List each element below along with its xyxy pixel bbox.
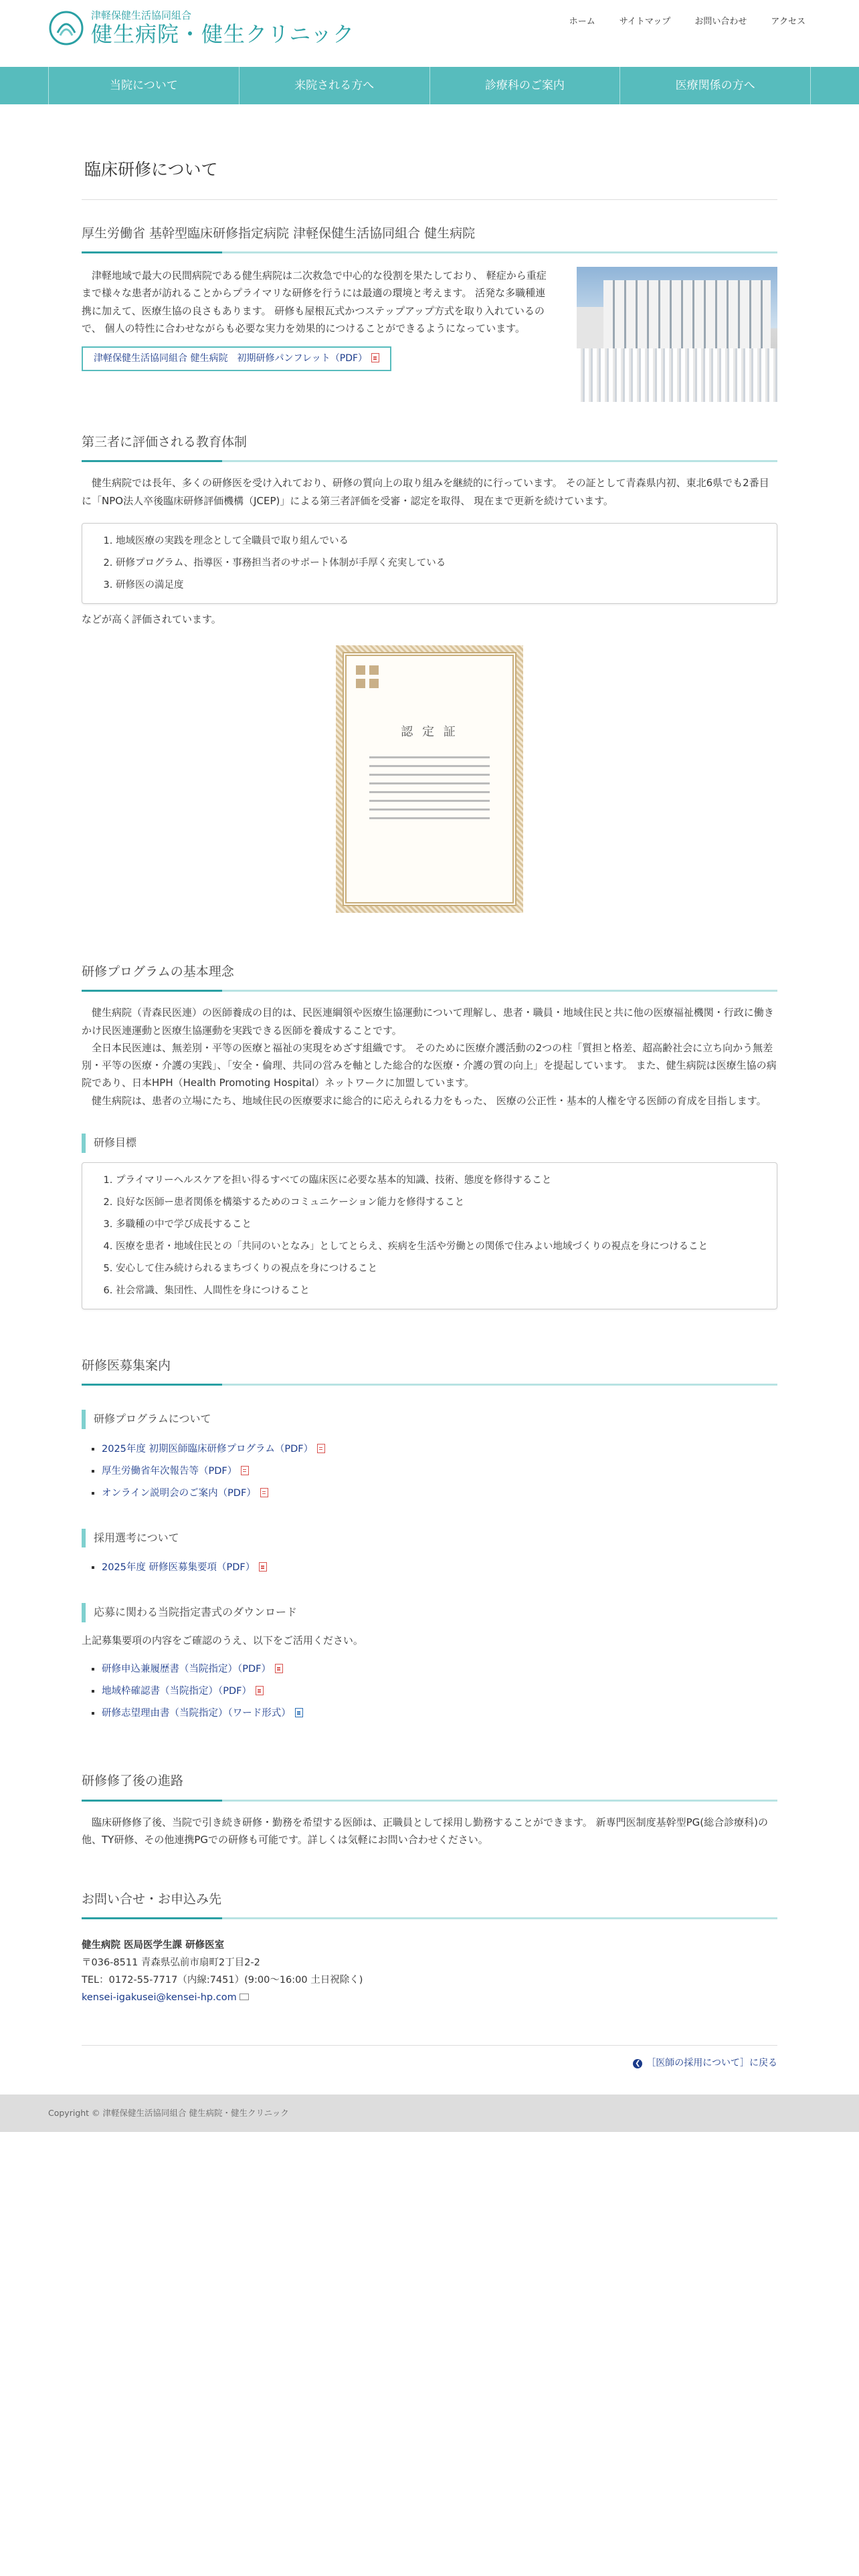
program-heading: 研修プログラムについて: [82, 1410, 777, 1429]
topnav-access[interactable]: アクセス: [771, 17, 805, 27]
page-title: 臨床研修について: [82, 155, 777, 200]
philosophy-heading: 研修プログラムの基本理念: [82, 961, 777, 992]
logo-title: 健生病院・健生クリニック: [91, 21, 355, 47]
gnav-about[interactable]: 当院について: [49, 67, 240, 104]
list-item: 1. プライマリーヘルスケアを担い得るすべての臨床医に必要な基本的知識、技術、態度を修得すること: [116, 1170, 763, 1192]
pdf-icon: [371, 353, 379, 362]
contact-heading: お問い合せ・お申込み先: [82, 1889, 777, 1919]
online-briefing-pdf-link[interactable]: [102, 1488, 268, 1499]
philosophy-paragraph: 全日本民医連は、無差別・平等の医療と福祉の実現をめざす組織です。 そのために医療介護活動の2つの柱「質担と格差、超高齢社会に立ち向かう無差別・平等の医療・介護の実践」、「安全・倫理、共同の営みを軸とした総合的な医療・介護の質の向上」を提起しています。 また、健生病院は医療生協の病院であり、日本HPH（Health Promoting Hospital）ネットワークに加盟しています。: [82, 1041, 777, 1089]
list-item: 1. 地域医療の実践を理念として全職員で取り組んでいる: [116, 530, 763, 552]
list-item: 3. 研修医の満足度: [116, 574, 763, 597]
main-content: [82, 155, 777, 2072]
selection-heading: 採用選考について: [82, 1529, 777, 1548]
contact-tel: TEL：0172-55-7717（内線:7451）(9:00〜16:00 土日祝除く): [82, 1975, 363, 1986]
pdf-icon: [241, 1466, 249, 1475]
back-link-row: [82, 2045, 777, 2072]
intro-text: 津軽地域で最大の民間病院である健生病院は二次救急で中心的な役割を果たしており、 軽症から重症まで様々な患者が訪れることからプライマリな研修を行うには最適の環境と考えます。 活発な多職種連携に加えて、医療生協の良さもあります。 研修も屋根瓦式かつステップアップ方式を取り入れているので、 個人の特性に合わせながらも必要な実力を効果的につけることができるようになっています。: [82, 270, 547, 334]
link-label: オンライン説明会のご案内（PDF）: [102, 1487, 256, 1499]
contact-email-link[interactable]: [82, 1992, 249, 2003]
philosophy-paragraph: 健生病院（青森民医連）の医師養成の目的は、民医連綱領や医療生協運動について理解し、患者・職員・地域住民と共に他の医療福祉機関・行政に働きかけ民医連運動と医療生協運動を実践できる医師を養成することです。: [82, 1006, 774, 1037]
link-label: 厚生労働省年次報告等（PDF）: [102, 1465, 237, 1477]
list-item: 4. 医療を患者・地域住民との「共同のいとなみ」としてとらえ、疾病を生活や労働との関係で住みよい地域づくりの視点を身につけること: [116, 1236, 763, 1258]
download-heading: 応募に関わる当院指定書式のダウンロード: [82, 1603, 777, 1622]
site-header: [0, 0, 859, 67]
goals-heading: 研修目標: [82, 1134, 777, 1153]
selection-links: [102, 1557, 777, 1579]
logo-subtitle: 津軽保健生活協同組合: [91, 9, 192, 21]
link-label: 2025年度 初期医師臨床研修プログラム（PDF）: [102, 1443, 314, 1455]
evaluation-list-box: [82, 523, 777, 604]
back-to-recruit-link[interactable]: [633, 2058, 777, 2068]
mail-icon: [240, 1994, 249, 2000]
topnav-home[interactable]: ホーム: [569, 17, 595, 27]
gnav-professionals[interactable]: 医療関係の方へ: [620, 67, 811, 104]
hospital-group-photo: [577, 267, 777, 402]
top-nav: [569, 15, 805, 30]
pdf-icon: [256, 1686, 264, 1695]
after-heading: 研修修了後の進路: [82, 1770, 777, 1801]
list-item: 6. 社会常識、集団性、人間性を身につけること: [116, 1280, 763, 1302]
download-links: [102, 1658, 777, 1725]
email-label: kensei-igakusei@kensei-hp.com: [82, 1992, 237, 2004]
topnav-sitemap[interactable]: サイトマップ: [619, 17, 671, 27]
topnav-contact[interactable]: お問い合わせ: [694, 17, 747, 27]
pdf-icon: [275, 1664, 283, 1673]
word-icon: [295, 1708, 303, 1717]
program-links: [102, 1438, 777, 1505]
program-pdf-link[interactable]: [102, 1444, 325, 1455]
logo-mark-icon: [48, 10, 84, 46]
global-nav: [0, 67, 859, 104]
back-link-label: ［医師の採用について］に戻る: [646, 2058, 777, 2069]
contact-org: 健生病院 医局医学生課 研修医室: [82, 1940, 225, 1951]
intro-heading: 厚生労働省 基幹型臨床研修指定病院 津軽保健生活協同組合 健生病院: [82, 223, 777, 253]
site-footer: Copyright © 津軽保健生活協同組合 健生病院・健生クリニック: [0, 2095, 859, 2132]
link-label: 研修申込兼履歴書（当院指定）（PDF）: [102, 1664, 271, 1675]
arrow-circle-left-icon: ❮: [633, 2059, 642, 2068]
gnav-visitors[interactable]: 来院される方へ: [240, 67, 430, 104]
link-label: 地域枠確認書（当院指定）（PDF）: [102, 1686, 252, 1697]
philosophy-paragraph: 健生病院は、患者の立場にたち、地域住民の医療要求に総合的に応えられる力をもった、 医療の公正性・基本的人権を守る医師の育成を目指します。: [92, 1094, 767, 1107]
application-form-pdf-link[interactable]: [102, 1664, 283, 1675]
link-label: 2025年度 研修医募集要項（PDF）: [102, 1562, 256, 1574]
after-text: 臨床研修修了後、当院で引き続き研修・勤務を希望する医師は、正職員として採用し勤務することができます。 新専門医制度基幹型PG(総合診療科)の他、TY研修、その他連携PGでの研修も可能です。詳しくは気軽にお問い合わせください。: [82, 1816, 768, 1846]
goals-list-box: [82, 1162, 777, 1309]
link-label: 研修志望理由書（当院指定）（ワード形式）: [102, 1708, 291, 1719]
pdf-icon: [317, 1444, 325, 1453]
gnav-departments[interactable]: 診療科のご案内: [430, 67, 621, 104]
intro-section: [82, 267, 777, 402]
evaluation-after-text: などが高く評価されています。: [82, 613, 221, 625]
evaluation-heading: 第三者に評価される教育体制: [82, 431, 777, 462]
jcep-certificate-image: [336, 645, 523, 913]
pamphlet-pdf-label: 津軽保健生活協同組合 健生病院 初期研修パンフレット（PDF）: [94, 353, 368, 364]
site-logo[interactable]: [48, 9, 355, 47]
contact-info: [82, 1937, 777, 2006]
recruitment-guide-pdf-link[interactable]: [102, 1562, 267, 1573]
recruit-heading: 研修医募集案内: [82, 1355, 777, 1386]
motivation-word-link[interactable]: [102, 1708, 303, 1719]
regional-quota-pdf-link[interactable]: [102, 1686, 264, 1697]
certificate-title: 認 定 証: [401, 725, 458, 739]
evaluation-text: 健生病院では長年、多くの研修医を受け入れており、研修の質向上の取り組みを継続的に行っています。 その証として青森県内初、東北6県でも2番目に「NPO法人卒後臨床研修評価機構（JCEP)」による第三者評価を受審・認定を取得、 現在まで更新を続けています。: [82, 477, 769, 507]
annual-report-pdf-link[interactable]: [102, 1466, 249, 1477]
list-item: 2. 良好な医師ー患者関係を構築するためのコミュニケーション能力を修得すること: [116, 1192, 763, 1214]
list-item: 5. 安心して住み続けられるまちづくりの視点を身につけること: [116, 1258, 763, 1280]
pamphlet-pdf-button[interactable]: [82, 346, 391, 371]
list-item: 3. 多職種の中で学び成長すること: [116, 1214, 763, 1236]
download-text: 上記募集要項の内容をご確認のうえ、以下をご活用ください。: [82, 1634, 363, 1647]
list-item: 2. 研修プログラム、指導医・事務担当者のサポート体制が手厚く充実している: [116, 552, 763, 574]
pdf-icon: [260, 1488, 268, 1497]
pdf-icon: [259, 1562, 267, 1572]
contact-address: 〒036-8511 青森県弘前市扇町2丁目2-2: [82, 1957, 260, 1969]
